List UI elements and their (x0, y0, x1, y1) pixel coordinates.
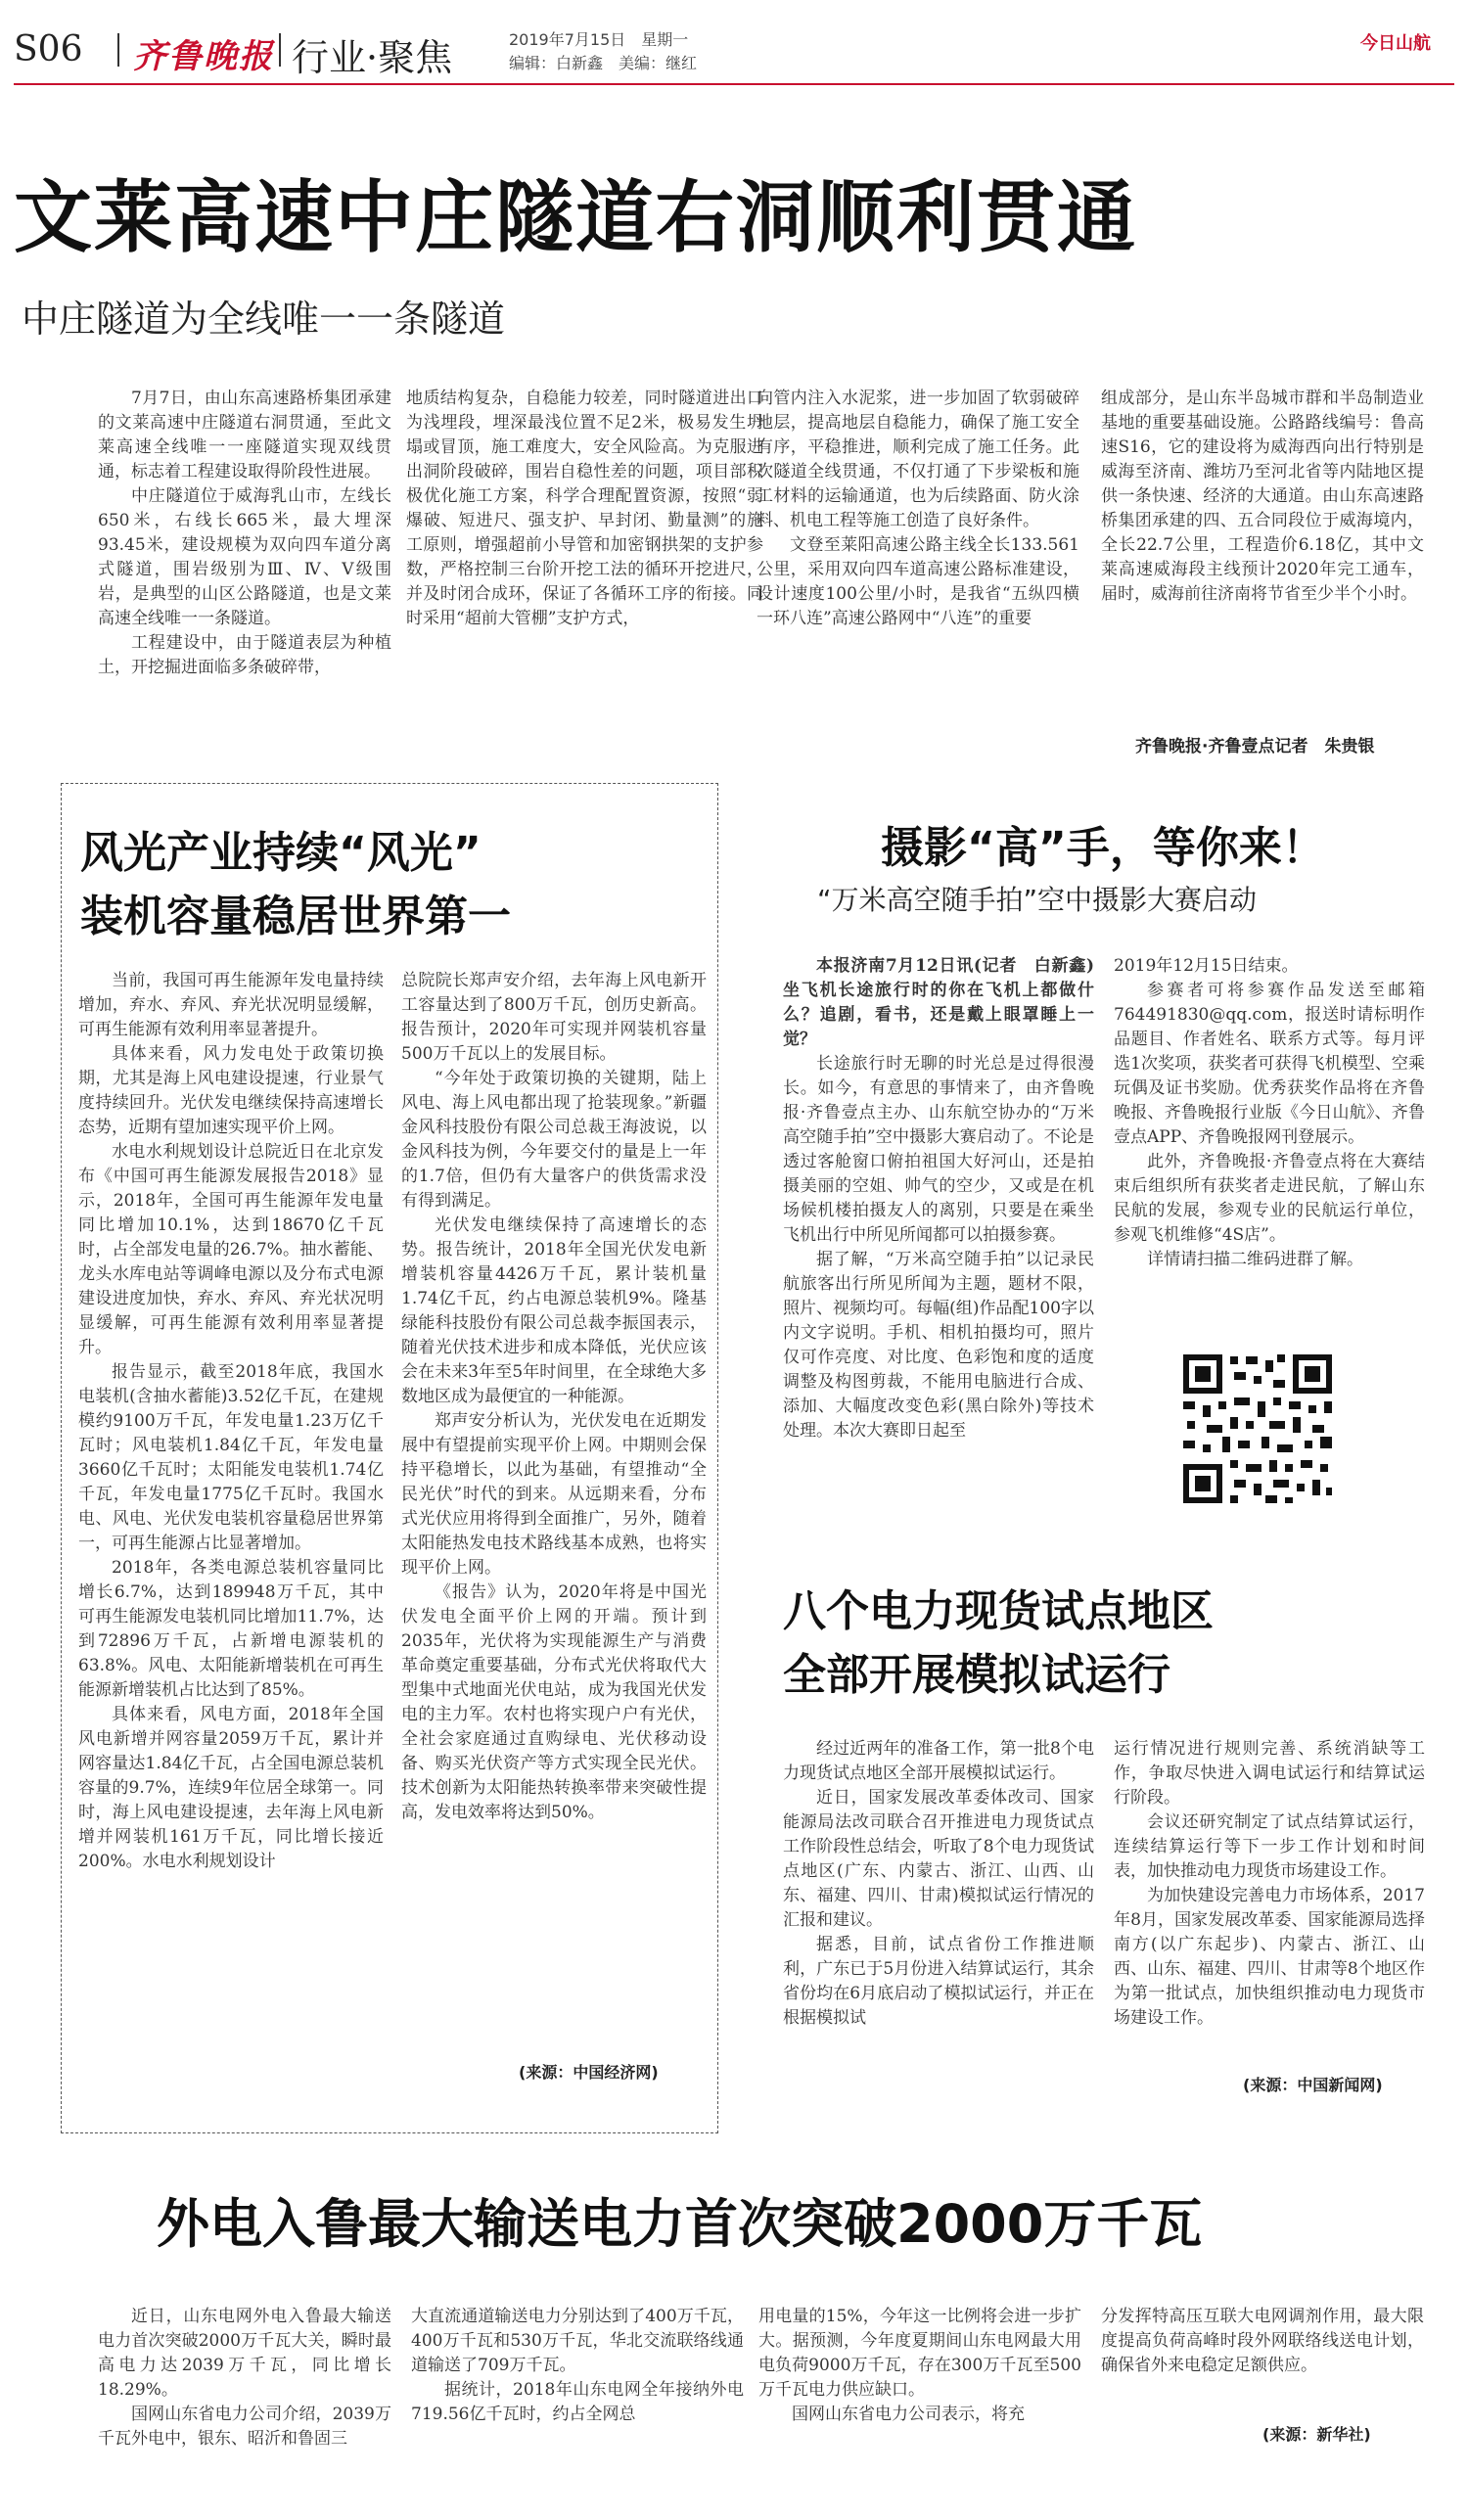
article2-source: (来源：中国经济网) (519, 2063, 659, 2082)
article5-col3: 用电量的15%，今年这一比例将会进一步扩大。据预测，今年度夏期间山东电网最大用电负荷9000万千瓦，存在300万千瓦至500万千瓦电力供应缺口。 国网山东省电力公司表示，将充 (758, 2307, 1081, 2424)
qr-code-icon (1179, 1351, 1336, 1507)
article5-title: 外电入鲁最大输送电力首次突破2000万千瓦 (157, 2193, 1203, 2255)
article2-title-line2: 装机容量稳居世界第一 (80, 892, 511, 941)
article1-col3: 向管内注入水泥浆，进一步加固了软弱破碎地层，提高地层自稳能力，确保了施工安全有序，平稳推进，顺利完成了施工任务。此次隧道全线贯通，不仅打通了下步梁板和施工材料的运输通道，也为后续路面、防火涂料、机电工程等施工创造了良好条件。 文登至莱阳高速公路主线全长133.561公里，采用双向四车道高速公路标准建设，设计速度100公里/小时，是我省“五纵四横一环八连”高速公路网中“八连”的重要 (757, 389, 1079, 628)
article3-col2: 2019年12月15日结束。 参赛者可将参赛作品发送至邮箱764491830@qq.com，报送时请标明作品题目、作者姓名、联系方式等。每月评选1次奖项，获奖者可获得飞机模型、空乘玩偶及证书奖励。优秀获奖作品将在齐鲁晚报、齐鲁晚报行业版《今日山航》、齐鲁壹点APP、齐鲁晚报网刊登展示。 此外，齐鲁晚报·齐鲁壹点将在大赛结束后组织所有获奖者走进民航，了解山东民航的发展，参观专业的民航运行单位，参观飞机维修“4S店”。 详情请扫描二维码进群了解。 (1114, 956, 1425, 1269)
article1-byline: 齐鲁晚报·齐鲁壹点记者 朱贵银 (1135, 737, 1375, 756)
article5-source: (来源：新华社) (1262, 2425, 1371, 2444)
article5-col4: 分发挥特高压互联大电网调剂作用，最大限度提高负荷高峰时段外网联络线送电计划，确保省外来电稳定足额供应。 (1101, 2307, 1424, 2375)
article4-title-line2: 全部开展模拟试运行 (783, 1650, 1170, 1700)
article3-col1: 本报济南7月12日讯(记者 白新鑫) 坐飞机长途旅行时的你在飞机上都做什么？追剧，看书，还是戴上眼罩睡上一觉？ 长途旅行时无聊的时光总是过得很漫长。如今，有意思的事情来了，由齐鲁晚报·齐鲁壹点主办、山东航空协办的“万米高空随手拍”空中摄影大赛启动了。不论是透过客舱窗口俯拍祖国大好河山，还是拍摄美丽的空姐、帅气的空少，又或是在机场候机楼拍摄友人的离别，只要是在乘坐飞机出行中所见所闻都可以拍摄参赛。 据了解，“万米高空随手拍”以记录民航旅客出行所见所闻为主题，题材不限，照片、视频均可。每幅(组)作品配100字以内文字说明。手机、相机拍摄均可，照片仅可作亮度、对比度、色彩饱和度的适度调整及构图剪裁，不能用电脑进行合成、添加、大幅度改变色彩(黑白除外)等技术处理。本次大赛即日起至 (783, 956, 1111, 1441)
paper-name-logo: 齐鲁晚报 (133, 37, 274, 76)
masthead-divider-2 (279, 33, 281, 67)
editors-line: 编辑：白新鑫 美编：继红 (509, 54, 698, 72)
article1-col2: 地质结构复杂，自稳能力较差，同时隧道进出口为浅埋段，埋深最浅位置不足2米，极易发生坍塌或冒顶，施工难度大，安全风险高。为克服进出洞阶段破碎，围岩自稳性差的问题，项目部积极优化施工方案，科学合理配置资源，按照“弱爆破、短进尺、强支护、早封闭、勤量测”的施工原则，增强超前小导管和加密钢拱架的支护参数，严格控制三台阶开挖工法的循环开挖进尺，并及时闭合成环，保证了各循环工序的衔接。同时采用“超前大管棚”支护方式， (406, 389, 763, 628)
article1-title: 文莱高速中庄隧道右洞顺利贯通 (14, 172, 1137, 263)
article2-col1: 当前，我国可再生能源年发电量持续增加，弃水、弃风、弃光状况明显缓解，可再生能源有效利用率显著提升。 具体来看，风力发电处于政策切换期，尤其是海上风电建设提速，行业景气度持续回升。光伏发电继续保持高速增长态势，近期有望加速实现平价上网。 水电水利规划设计总院近日在北京发布《中国可再生能源发展报告2018》显示，2018年，全国可再生能源年发电量同比增加10.1%，达到18670亿千瓦时，占全部发电量的26.7%。抽水蓄能、龙头水库电站等调峰电源以及分布式电源建设进度加快，弃水、弃风、弃光状况明显缓解，可再生能源有效利用率显著提升。 报告显示，截至2018年底，我国水电装机(含抽水蓄能)3.52亿千瓦，在建规模约9100万千瓦，年发电量1.23万亿千瓦时；风电装机1.84亿千瓦，年发电量3660亿千瓦时；太阳能发电装机1.74亿千瓦，年发电量1775亿千瓦时。我国水电、风电、光伏发电装机容量稳居世界第一，可再生能源占比显著增加。 2018年，各类电源总装机容量同比增长6.7%，达到189948万千瓦，其中可再生能源发电装机同比增加11.7%，达到72896万千瓦，占新增电源装机的63.8%。风电、太阳能新增装机在可再生能源新增装机占比达到了85%。 具体来看，风电方面，2018年全国风电新增并网容量2059万千瓦，累计并网容量达1.84亿千瓦，占全国电源总装机容量的9.7%，连续9年位居全球第一。同时，海上风电建设提速，去年海上风电新增并网装机161万千瓦，同比增长接近200%。水电水利规划设计 (78, 971, 384, 1871)
article4-source: (来源：中国新闻网) (1243, 2076, 1383, 2094)
article1-subtitle: 中庄隧道为全线唯一一条隧道 (22, 298, 506, 341)
article4-title-line1: 八个电力现货试点地区 (783, 1586, 1214, 1636)
page-number: S06 (14, 29, 83, 69)
article2-title-line1: 风光产业持续“风光” (80, 828, 482, 878)
article1-col1: 7月7日，由山东高速路桥集团承建的文莱高速中庄隧道右洞贯通，至此文莱高速全线唯一一座隧道实现双线贯通，标志着工程建设取得阶段性进展。 中庄隧道位于威海乳山市，左线长650米，右线长665米，最大埋深93.45米，建设规模为双向四车道分离式隧道，围岩级别为Ⅲ、Ⅳ、Ⅴ级围岩，是典型的山区公路隧道，也是文莱高速全线唯一一条隧道。 工程建设中，由于隧道表层为种植土，开挖掘进面临多条破碎带， (98, 389, 391, 677)
article3-title: 摄影“高”手，等你来！ (881, 823, 1325, 873)
edition-label: 今日山航 (1360, 33, 1431, 54)
date-line: 2019年7月15日 星期一 (509, 30, 689, 49)
article4-col2: 运行情况进行规则完善、系统消缺等工作，争取尽快进入调电试运行和结算试运行阶段。 会议还研究制定了试点结算试运行，连续结算运行等下一步工作计划和时间表，加快推动电力现货市场建设工作。 为加快建设完善电力市场体系，2017年8月，国家发展改革委、国家能源局选择南方(以广东起步)、内蒙古、浙江、山西、山东、福建、四川、甘肃等8个地区作为第一批试点，加快组织推动电力现货市场建设工作。 (1114, 1739, 1425, 2028)
article5-col2: 大直流通道输送电力分别达到了400万千瓦，400万千瓦和530万千瓦，华北交流联络线通道输送了709万千瓦。 据统计，2018年山东电网全年接纳外电719.56亿千瓦时，约占全网总 (411, 2307, 744, 2424)
article3-subtitle: “万米高空随手拍”空中摄影大赛启动 (817, 884, 1258, 916)
article2-col2: 总院院长郑声安介绍，去年海上风电新开工容量达到了800万千瓦，创历史新高。报告预计，2020年可实现并网装机容量500万千瓦以上的发展目标。 “今年处于政策切换的关键期，陆上风电、海上风电都出现了抢装现象。”新疆金风科技股份有限公司总裁王海波说，以金风科技为例，今年要交付的量是上一年的1.7倍，但仍有大量客户的供货需求没有得到满足。 光伏发电继续保持了高速增长的态势。报告统计，2018年全国光伏发电新增装机容量4426万千瓦，累计装机量1.74亿千瓦，约占电源总装机9%。隆基绿能科技股份有限公司总裁李振国表示，随着光伏技术进步和成本降低，光伏应该会在未来3年至5年时间里，在全球绝大多数地区成为最便宜的一种能源。 郑声安分析认为，光伏发电在近期发展中有望提前实现平价上网。中期则会保持平稳增长，以此为基础，有望推动“全民光伏”时代的到来。从远期来看，分布式光伏应用将得到全面推广，另外，随着太阳能热发电技术路线基本成熟，也将实现平价上网。 《报告》认为，2020年将是中国光伏发电全面平价上网的开端。预计到2035年，光伏将为实现能源生产与消费革命奠定重要基础，分布式光伏将取代大型集中式地面光伏电站，成为我国光伏发电的主力军。农村也将实现户户有光伏，全社会家庭通过直购绿电、光伏移动设备、购买光伏资产等方式实现全民光伏。技术创新为太阳能热转换率带来突破性提高，发电效率将达到50%。 (401, 971, 707, 1822)
masthead-divider-1 (117, 33, 119, 67)
article4-col1: 经过近两年的准备工作，第一批8个电力现货试点地区全部开展模拟试运行。 近日，国家发展改革委体改司、国家能源局法改司联合召开推进电力现货试点工作阶段性总结会，听取了8个电力现货试点地区(广东、内蒙古、浙江、山西、山东、福建、四川、甘肃)模拟试运行情况的汇报和建议。 据悉，目前，试点省份工作推进顺利，广东已于5月份进入结算试运行，其余省份均在6月底启动了模拟试运行，并正在根据模拟试 (783, 1739, 1094, 2028)
article5-col1: 近日，山东电网外电入鲁最大输送电力首次突破2000万千瓦大关，瞬时最高电力达2039万千瓦，同比增长18.29%。 国网山东省电力公司介绍，2039万千瓦外电中，银东、昭沂和鲁固三 (98, 2307, 391, 2449)
masthead-rule (14, 83, 1454, 85)
section-title: 行业·聚焦 (292, 36, 453, 79)
article1-col4: 组成部分，是山东半岛城市群和半岛制造业基地的重要基础设施。公路路线编号：鲁高速S16，它的建设将为威海西向出行特别是威海至济南、潍坊乃至河北省等内陆地区提供一条快速、经济的大通道。由山东高速路桥集团承建的四、五合同段位于威海境内，全长22.7公里，工程造价6.18亿，其中文莱高速威海段主线预计2020年完工通车，届时，威海前往济南将节省至少半个小时。 (1101, 389, 1424, 604)
